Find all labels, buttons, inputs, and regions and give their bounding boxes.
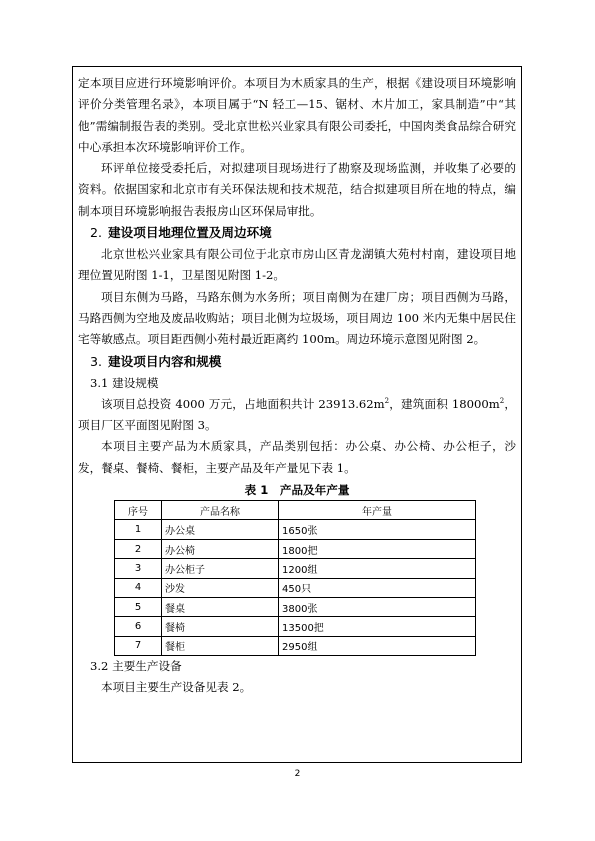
cell-output: 450只: [279, 578, 476, 597]
table-row: [115, 598, 476, 617]
header-product-name: 产品名称: [162, 501, 279, 520]
cell-product: 办公桌: [162, 520, 279, 539]
cell-product: 办公柜子: [162, 559, 279, 578]
products-paragraph: 本项目主要产品为木质家具，产品类别包括：办公桌、办公椅、办公柜子，沙发，餐桌、餐椅、餐柜，主要产品及年产量见下表 1。: [78, 439, 516, 475]
table-row: [115, 636, 476, 655]
subsection-3-2-title: 3.2 主要生产设备: [90, 659, 182, 674]
table-row: [115, 539, 476, 558]
table-row: [115, 559, 476, 578]
table-row: [115, 578, 476, 597]
intro-paragraph-1: 定本项目应进行环境影响评价。本项目为木质家具的生产，根据《建设项目环境影响评价分类管理名录》，本项目属于“N 轻工—15、锯材、木片加工，家具制造”中“其他”需编制报告表的类别。受北京世松兴业家具有限公司委托，中国肉类食品综合研究中心承担本次环境影响评价工作。: [78, 76, 516, 154]
table-header-row: [115, 501, 476, 520]
cell-product: 办公椅: [162, 539, 279, 558]
cell-index: 2: [115, 539, 162, 558]
table-row: [115, 617, 476, 636]
cell-index: 6: [115, 617, 162, 636]
location-paragraph: 北京世松兴业家具有限公司位于北京市房山区青龙湖镇大苑村村南，建设项目地理位置见附图 1-1，卫星图见附图 1-2。: [78, 247, 516, 283]
intro-paragraph-2: 环评单位接受委托后，对拟建项目现场进行了勘察及现场监测，并收集了必要的资料。依据国家和北京市有关环保法规和技术规范，结合拟建项目所在地的特点，编制本项目环境影响报告表报房山区环保局审批。: [78, 161, 516, 218]
section-3-title: 建设项目内容和规模: [108, 353, 222, 369]
header-index: 序号: [115, 501, 162, 520]
section-3-number: 3.: [90, 353, 103, 369]
cell-output: 13500把: [279, 617, 476, 636]
products-table: [114, 500, 476, 656]
table-1-caption: 表 1 产品及年产量: [244, 483, 350, 498]
cell-output: 1800把: [279, 539, 476, 558]
area-unit-superscript: 2: [384, 397, 390, 405]
scale-paragraph: [78, 394, 516, 437]
section-2-heading: [78, 222, 516, 244]
cell-product: 餐椅: [162, 617, 279, 636]
equipment-paragraph: 本项目主要生产设备见表 2。: [101, 680, 252, 695]
cell-product: 沙发: [162, 578, 279, 597]
scale-text-a: 该项目总投资 4000 万元，占地面积共计 23913.62m: [101, 396, 385, 411]
surroundings-paragraph: 项目东侧为马路，马路东侧为水务所；项目南侧为在建厂房；项目西侧为马路，马路西侧为空地及废品收购站；项目北侧为垃圾场，项目周边 100 米内无集中居民住宅等敏感点。项目距西侧小苑村最近距离约 100m。周边环境示意图见附图 2。: [78, 289, 516, 347]
cell-index: 1: [115, 520, 162, 539]
cell-index: 3: [115, 559, 162, 578]
cell-index: 4: [115, 578, 162, 597]
section-3-heading: [78, 351, 516, 373]
cell-output: 2950组: [279, 636, 476, 655]
cell-output: 1200组: [279, 559, 476, 578]
subsection-3-1-title: 3.1 建设规模: [90, 375, 159, 390]
cell-product: 餐柜: [162, 636, 279, 655]
cell-output: 3800张: [279, 598, 476, 617]
document-body: [78, 73, 516, 699]
section-2-number: 2.: [90, 225, 103, 241]
scale-text-b: ，建筑面积 18000m: [389, 396, 500, 411]
header-annual-output: 年产量: [279, 501, 476, 520]
page-number: 2: [294, 769, 301, 779]
scale-text-c: ，项目厂区平面图见附图 3。: [78, 396, 516, 433]
building-area-unit-superscript: 2: [499, 397, 505, 405]
cell-product: 餐桌: [162, 598, 279, 617]
cell-index: 5: [115, 598, 162, 617]
section-2-title: 建设项目地理位置及周边环境: [108, 225, 272, 241]
cell-index: 7: [115, 636, 162, 655]
table-row: [115, 520, 476, 539]
cell-output: 1650张: [279, 520, 476, 539]
